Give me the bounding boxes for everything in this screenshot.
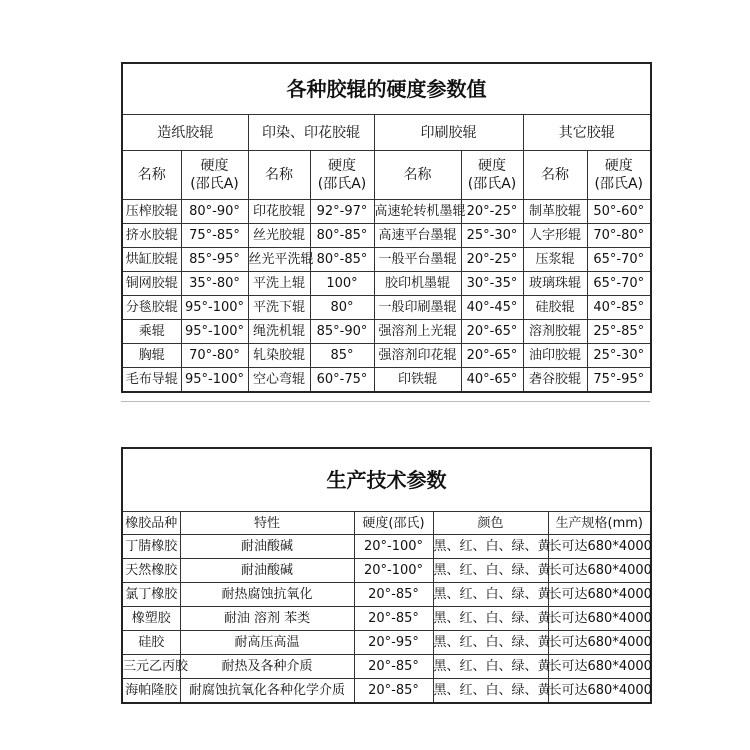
table-cell: 耐油酸碱 — [180, 559, 354, 583]
table-cell: 黑、红、白、绿、黄 — [433, 535, 548, 559]
table-cell: 平洗上辊 — [248, 272, 310, 296]
table-cell: 溶剂胶辊 — [523, 320, 587, 344]
table-cell: 强溶剂印花辊 — [374, 344, 461, 368]
table-row — [122, 200, 651, 224]
table-cell: 挤水胶辊 — [122, 224, 181, 248]
table-cell: 黑、红、白、绿、黄 — [433, 583, 548, 607]
table-cell: 氯丁橡胶 — [122, 583, 180, 607]
header-rubber-type: 橡胶品种 — [122, 512, 180, 535]
table-cell: 40°-65° — [461, 368, 523, 393]
table-cell: 20°-25° — [461, 248, 523, 272]
table-row — [122, 368, 651, 393]
table-cell: 丁腈橡胶 — [122, 535, 180, 559]
table-cell: 95°-100° — [181, 296, 248, 320]
table-row — [122, 655, 651, 679]
table-cell: 20°-85° — [354, 583, 433, 607]
table-cell: 印花胶辊 — [248, 200, 310, 224]
divider — [121, 401, 650, 424]
table-row — [122, 631, 651, 655]
table-cell: 70°-80° — [181, 344, 248, 368]
table-cell: 65°-70° — [587, 248, 651, 272]
table-cell: 长可达680*4000 — [548, 583, 651, 607]
table-cell: 耐热腐蚀抗氧化 — [180, 583, 354, 607]
header-spec: 生产规格(mm) — [548, 512, 651, 535]
table-cell: 95°-100° — [181, 368, 248, 393]
table-cell: 毛布导辊 — [122, 368, 181, 393]
table-cell: 20°-65° — [461, 320, 523, 344]
header-name: 名称 — [523, 151, 587, 200]
table-cell: 65°-70° — [587, 272, 651, 296]
table-cell: 硅胶辊 — [523, 296, 587, 320]
table-cell: 40°-85° — [587, 296, 651, 320]
table-cell: 20°-100° — [354, 559, 433, 583]
table-cell: 耐油 溶剂 苯类 — [180, 607, 354, 631]
roller-hardness-table — [121, 62, 652, 393]
table-row — [122, 248, 651, 272]
table-row — [122, 535, 651, 559]
table-cell: 耐腐蚀抗氧化各种化学介质 — [180, 679, 354, 704]
header-color: 颜色 — [433, 512, 548, 535]
table-cell: 平洗下辊 — [248, 296, 310, 320]
table-cell: 长可达680*4000 — [548, 559, 651, 583]
table-cell: 制革胶辊 — [523, 200, 587, 224]
production-parameters-table — [121, 447, 652, 704]
table-row — [122, 344, 651, 368]
table-cell: 油印胶辊 — [523, 344, 587, 368]
table-row — [122, 559, 651, 583]
table-cell: 空心弯辊 — [248, 368, 310, 393]
table-cell: 黑、红、白、绿、黄 — [433, 559, 548, 583]
table-cell: 丝光平洗辊 — [248, 248, 310, 272]
table-cell: 天然橡胶 — [122, 559, 180, 583]
table-cell: 耐高压高温 — [180, 631, 354, 655]
table-cell: 30°-35° — [461, 272, 523, 296]
table1-title: 各种胶辊的硬度参数值 — [122, 63, 651, 115]
table-cell: 黑、红、白、绿、黄 — [433, 655, 548, 679]
category-other: 其它胶辊 — [523, 115, 651, 151]
table-cell: 长可达680*4000 — [548, 655, 651, 679]
table-cell: 85° — [310, 344, 374, 368]
table-cell: 20°-85° — [354, 607, 433, 631]
table-cell: 铜网胶辊 — [122, 272, 181, 296]
category-printing: 印刷胶辊 — [374, 115, 523, 151]
table-cell: 三元乙丙胶 — [122, 655, 180, 679]
table-cell: 橡塑胶 — [122, 607, 180, 631]
table-cell: 25°-30° — [461, 224, 523, 248]
category-dyeing-printing: 印染、印花胶辊 — [248, 115, 374, 151]
table-cell: 印铁辊 — [374, 368, 461, 393]
table-cell: 玻璃珠辊 — [523, 272, 587, 296]
table-cell: 长可达680*4000 — [548, 679, 651, 704]
table-cell: 20°-25° — [461, 200, 523, 224]
table-cell: 35°-80° — [181, 272, 248, 296]
table-cell: 烘缸胶辊 — [122, 248, 181, 272]
table-cell: 80° — [310, 296, 374, 320]
table2-title: 生产技术参数 — [122, 448, 651, 512]
table-row — [122, 679, 651, 704]
table-row — [122, 607, 651, 631]
table-cell: 高速轮转机墨辊 — [374, 200, 461, 224]
table-cell: 100° — [310, 272, 374, 296]
table-cell: 20°-65° — [461, 344, 523, 368]
table-cell: 硅胶 — [122, 631, 180, 655]
table-cell: 绳洗机辊 — [248, 320, 310, 344]
table-cell: 92°-97° — [310, 200, 374, 224]
table-cell: 50°-60° — [587, 200, 651, 224]
table-cell: 一般印刷墨辊 — [374, 296, 461, 320]
header-name: 名称 — [248, 151, 310, 200]
table-cell: 40°-45° — [461, 296, 523, 320]
table-cell: 耐热及各种介质 — [180, 655, 354, 679]
table-cell: 乘辊 — [122, 320, 181, 344]
table-cell: 砻谷胶辊 — [523, 368, 587, 393]
table-cell: 黑、红、白、绿、黄 — [433, 607, 548, 631]
table-cell: 轧染胶辊 — [248, 344, 310, 368]
table-row — [122, 296, 651, 320]
table-cell: 75°-85° — [181, 224, 248, 248]
table-cell: 压浆辊 — [523, 248, 587, 272]
table-cell: 一般平台墨辊 — [374, 248, 461, 272]
table-cell: 25°-30° — [587, 344, 651, 368]
header-properties: 特性 — [180, 512, 354, 535]
table-cell: 70°-80° — [587, 224, 651, 248]
table-cell: 胶印机墨辊 — [374, 272, 461, 296]
table-row — [122, 272, 651, 296]
table-cell: 80°-85° — [310, 224, 374, 248]
table-cell: 80°-85° — [310, 248, 374, 272]
table-cell: 80°-90° — [181, 200, 248, 224]
table-cell: 高速平台墨辊 — [374, 224, 461, 248]
table-cell: 分毯胶辊 — [122, 296, 181, 320]
table-row — [122, 224, 651, 248]
table-cell: 75°-95° — [587, 368, 651, 393]
table-cell: 胸辊 — [122, 344, 181, 368]
table-cell: 20°-95° — [354, 631, 433, 655]
table-cell: 强溶剂上光辊 — [374, 320, 461, 344]
table-cell: 长可达680*4000 — [548, 535, 651, 559]
table-cell: 丝光胶辊 — [248, 224, 310, 248]
table-cell: 黑、红、白、绿、黄 — [433, 679, 548, 704]
table-cell: 人字形辊 — [523, 224, 587, 248]
table-cell: 海帕隆胶 — [122, 679, 180, 704]
header-hardness: 硬度 (邵氏A) — [461, 151, 523, 200]
table-cell: 20°-85° — [354, 655, 433, 679]
header-hardness: 硬度 (邵氏A) — [181, 151, 248, 200]
header-name: 名称 — [122, 151, 181, 200]
header-hardness: 硬度(邵氏) — [354, 512, 433, 535]
table-cell: 长可达680*4000 — [548, 631, 651, 655]
table-cell: 长可达680*4000 — [548, 607, 651, 631]
table-cell: 20°-100° — [354, 535, 433, 559]
table-cell: 压榨胶辊 — [122, 200, 181, 224]
table-cell: 20°-85° — [354, 679, 433, 704]
table-cell: 耐油酸碱 — [180, 535, 354, 559]
table-cell: 25°-85° — [587, 320, 651, 344]
table-cell: 85°-95° — [181, 248, 248, 272]
header-hardness: 硬度 (邵氏A) — [310, 151, 374, 200]
table-cell: 60°-75° — [310, 368, 374, 393]
header-name: 名称 — [374, 151, 461, 200]
table-cell: 95°-100° — [181, 320, 248, 344]
table-row — [122, 320, 651, 344]
table-row — [122, 583, 651, 607]
table-cell: 黑、红、白、绿、黄 — [433, 631, 548, 655]
header-hardness: 硬度 (邵氏A) — [587, 151, 651, 200]
table-cell: 85°-90° — [310, 320, 374, 344]
category-papermaking: 造纸胶辊 — [122, 115, 248, 151]
